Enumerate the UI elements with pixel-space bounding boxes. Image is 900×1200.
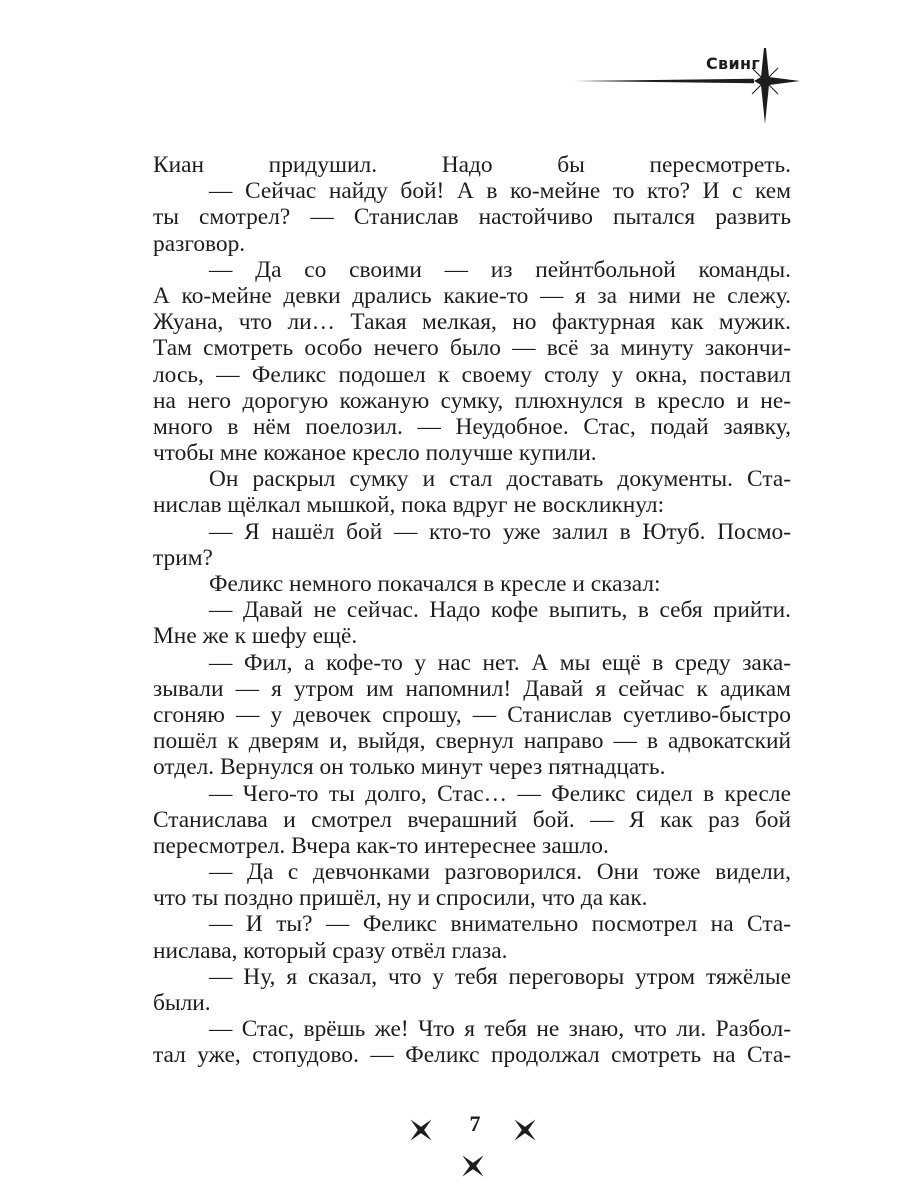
text-line: зывали — я утром им напомнил! Давай я сейчас к адикам (153, 675, 791, 702)
text-line: тал уже, стопудово. — Феликс продолжал смотреть на Ста- (153, 1042, 791, 1069)
text-line: нислава, который сразу отвёл глаза. (153, 937, 508, 964)
text-line: — И ты? — Феликс внимательно посмотрел на Ста- (209, 911, 791, 938)
text-line: — Да со своими — из пейнтбольной команды. (209, 256, 791, 283)
text-line: Жуана, что ли… Такая мелкая, но фактурная как мужик. (153, 309, 791, 336)
text-line: А ко-мейне девки дрались какие-то — я за ними не слежу. (153, 282, 791, 309)
body-text (153, 152, 791, 1069)
text-line: пошёл к дверям и, выйдя, свернул направо — в адвокатский (153, 728, 791, 755)
text-line: — Стас, врёшь же! Что я тебя не знаю, что ли. Разбол- (209, 1016, 791, 1043)
cross-star-icon (458, 1151, 488, 1181)
text-line: — Ну, я сказал, что у тебя переговоры утром тяжёлые (209, 963, 791, 990)
text-line: — Да с девчонками разговорился. Они тоже видели, (209, 859, 791, 886)
text-line: сгоняю — у девочек спрошу, — Станислав суетливо-быстро (153, 701, 791, 728)
text-line: — Чего-то ты долго, Стас… — Феликс сидел в кресле (209, 780, 791, 807)
cross-star-icon (406, 1115, 436, 1145)
text-line: — Сейчас найду бой! А в ко-мейне то кто? И с кем (209, 178, 791, 205)
text-line: нислав щёлкал мышкой, пока вдруг не воскликнул: (153, 492, 665, 519)
text-line: трим? (153, 544, 213, 571)
text-line: лось, — Феликс подошел к своему столу у окна, поставил (153, 361, 791, 388)
text-line: чтобы мне кожаное кресло получше купили. (153, 440, 597, 467)
text-line: пересмотрел. Вчера как-то интереснее зашло. (153, 832, 609, 859)
text-line: были. (153, 990, 211, 1016)
text-line: разговор. (153, 230, 246, 257)
text-line: на него дорогую кожаную сумку, плюхнулся в кресло и не- (153, 387, 791, 414)
text-line: — Давай не сейчас. Надо кофе выпить, в себя прийти. (209, 597, 791, 624)
page-footer (400, 1105, 550, 1185)
running-title: Свинг (706, 54, 760, 73)
text-line: — Я нашёл бой — кто-то уже залил в Ютуб. Посмо- (209, 518, 791, 545)
text-line: Там смотреть особо нечего было — всё за минуту закончи- (153, 335, 791, 362)
text-line: Он раскрыл сумку и стал доставать документы. Ста- (209, 466, 791, 493)
text-line: много в нём поелозил. — Неудобное. Стас, подай заявку, (153, 413, 791, 440)
text-line: ты смотрел? — Станислав настойчиво пытался развить (153, 204, 791, 231)
text-line: Феликс немного покачался в кресле и сказал: (209, 571, 661, 597)
page-number: 7 (469, 1111, 481, 1136)
text-line: — Фил, а кофе-то у нас нет. А мы ещё в среду зака- (209, 649, 791, 676)
text-line: Станислава и смотрел вчерашний бой. — Я как раз бой (153, 806, 791, 833)
text-line: отдел. Вернулся он только минут через пятнадцать. (153, 754, 666, 781)
text-line: что ты поздно пришёл, ну и спросили, что да как. (153, 885, 648, 912)
text-line: Мне же к шефу ещё. (153, 623, 358, 650)
cross-star-icon (510, 1115, 540, 1145)
text-line: Киан придушил. Надо бы пересмотреть. (153, 152, 791, 178)
running-head (574, 48, 894, 138)
